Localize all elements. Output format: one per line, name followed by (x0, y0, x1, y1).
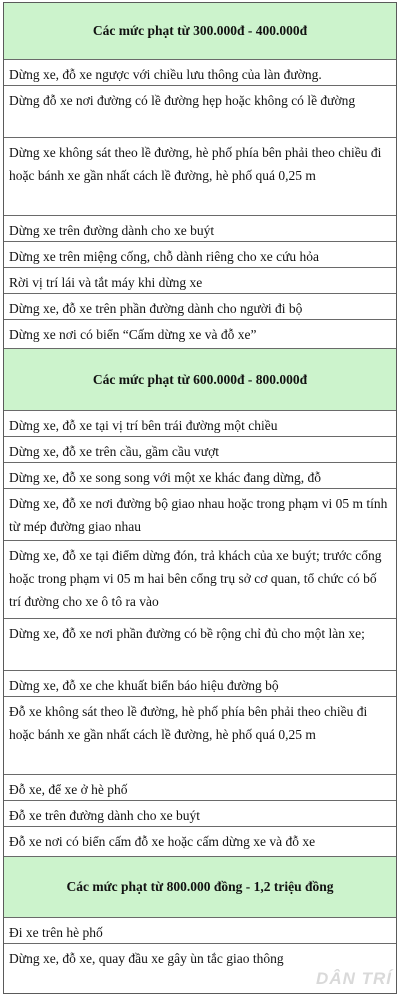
table-row (4, 411, 396, 437)
table-row (4, 138, 396, 216)
section-header-300-400 (4, 3, 396, 60)
row-text: Dừng xe, đỗ xe tại vị trí bên trái đường một chiều (9, 418, 278, 433)
table-row (4, 60, 396, 86)
row-text: Đỗ xe nơi có biển cấm đỗ xe hoặc cấm dừng xe và đỗ xe (9, 834, 316, 849)
section-title: Các mức phạt từ 600.000đ - 800.000đ (92, 371, 308, 387)
table-row (4, 775, 396, 801)
row-text: Dừng xe nơi có biển “Cấm dừng xe và đỗ xe” (9, 327, 257, 342)
row-text: Dừng xe, đỗ xe trên cầu, gầm cầu vượt (9, 444, 219, 459)
row-text: Dừng xe, đỗ xe nơi phần đường có bề rộng chỉ đủ cho một làn xe; (9, 626, 365, 641)
row-text: Rời vị trí lái và tắt máy khi dừng xe (9, 275, 203, 290)
table-row (4, 463, 396, 489)
table-row (4, 801, 396, 827)
row-text: Đi xe trên hè phố (9, 925, 103, 940)
section-title: Các mức phạt từ 800.000 đồng - 1,2 triệu đồng (66, 879, 334, 894)
table-row (4, 268, 396, 294)
table-row (4, 944, 396, 970)
table-row (4, 242, 396, 268)
row-text: Đỗ xe trên đường dành cho xe buýt (9, 808, 201, 823)
row-text: Dừng xe, đỗ xe song song với một xe khác đang dừng, đỗ (9, 470, 321, 485)
penalty-table (3, 2, 397, 994)
table-row (4, 619, 396, 671)
section-title: Các mức phạt từ 300.000đ - 400.000đ (92, 23, 308, 38)
table-row (4, 918, 396, 944)
row-text: Dừng xe, đỗ xe, quay đầu xe gây ùn tắc giao thông (9, 951, 284, 966)
table-row (4, 437, 396, 463)
row-text: Đỗ xe, để xe ở hè phố (9, 782, 128, 797)
row-text: Đỗ xe không sát theo lề đường, hè phố phía bên phải theo chiều đi hoặc bánh xe gần nhất cách lề đường, hè phố quá 0,25 m (9, 704, 368, 742)
row-text: Dừng xe, đỗ xe trên phần đường dành cho người đi bộ (9, 301, 303, 316)
table-row (4, 320, 396, 349)
watermark-logo: DÂN TRÍ (316, 969, 392, 988)
row-text: Dừng xe trên đường dành cho xe buýt (9, 223, 215, 238)
row-text: Dừng xe không sát theo lề đường, hè phố phía bên phải theo chiều đi hoặc bánh xe gần nhất cách lề đường, hè phố quá 0,25 m (9, 145, 382, 183)
table-row (4, 827, 396, 857)
table-row (4, 697, 396, 775)
row-text: Dừng xe trên miệng cống, chỗ dành riêng cho xe cứu hỏa (9, 249, 320, 264)
row-text: Dừng xe, đỗ xe che khuất biển báo hiệu đường bộ (9, 678, 279, 693)
table-row (4, 671, 396, 697)
section-header-600-800 (4, 349, 396, 411)
section-header-800-1200 (4, 857, 396, 918)
row-text: Dừng xe, đỗ xe nơi đường bộ giao nhau hoặc trong phạm vi 05 m tính từ mép đường giao nhau (9, 496, 388, 534)
table-row (4, 489, 396, 541)
table-row (4, 216, 396, 242)
row-text: Dừng xe, đỗ xe tại điểm dừng đón, trả khách của xe buýt; trước cổng hoặc trong phạm vi 05 m hai bên cổng trụ sở cơ quan, tổ chức có bố trí đường cho xe ô tô ra vào (9, 548, 382, 609)
row-text: Dừng đỗ xe nơi đường có lề đường hẹp hoặc không có lề đường (9, 93, 356, 108)
row-text: Dừng xe, đỗ xe ngược với chiều lưu thông của làn đường. (9, 67, 322, 82)
table-row (4, 86, 396, 138)
table-row (4, 294, 396, 320)
table-row (4, 541, 396, 619)
